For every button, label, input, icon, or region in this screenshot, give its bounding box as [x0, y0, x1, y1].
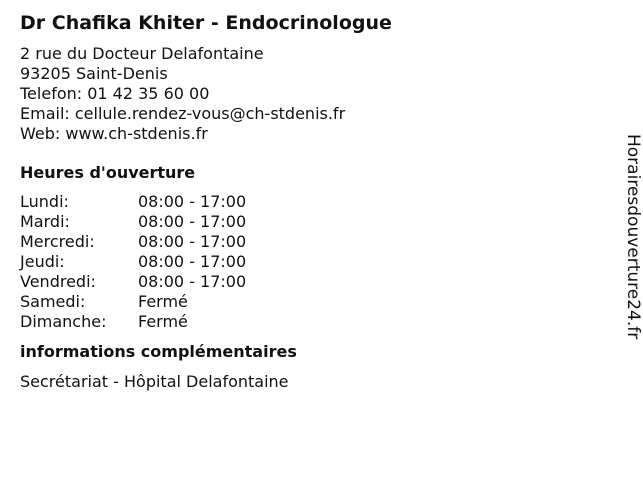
day-label: Mardi:: [20, 212, 70, 231]
hours-row-friday: [20, 272, 600, 292]
time-value: 08:00 - 17:00: [138, 252, 247, 271]
hours-row-tuesday: [20, 212, 600, 232]
hours-row-wednesday: [20, 232, 600, 252]
page-title: Dr Chafika Khiter - Endocrinologue: [20, 12, 392, 34]
address-city: 93205 Saint-Denis: [20, 64, 168, 83]
time-value: Fermé: [138, 312, 188, 331]
day-label: Lundi:: [20, 192, 69, 211]
time-value: Fermé: [138, 292, 188, 311]
hours-row-sunday: [20, 312, 600, 332]
brand-watermark: Horairesdouverture24.fr: [623, 134, 643, 340]
business-card: [20, 10, 600, 392]
address-street: 2 rue du Docteur Delafontaine: [20, 44, 264, 63]
time-value: 08:00 - 17:00: [138, 232, 247, 251]
additional-info-text: Secrétariat - Hôpital Delafontaine: [20, 372, 289, 391]
time-value: 08:00 - 17:00: [138, 192, 247, 211]
opening-hours-heading: Heures d'ouverture: [20, 163, 196, 182]
opening-hours-table: [20, 192, 600, 332]
day-label: Mercredi:: [20, 232, 95, 251]
hours-row-saturday: [20, 292, 600, 312]
website-text: Web: www.ch-stdenis.fr: [20, 124, 208, 143]
time-value: 08:00 - 17:00: [138, 212, 247, 231]
day-label: Samedi:: [20, 292, 86, 311]
day-label: Dimanche:: [20, 312, 107, 331]
day-label: Jeudi:: [20, 252, 65, 271]
hours-row-thursday: [20, 252, 600, 272]
time-value: 08:00 - 17:00: [138, 272, 247, 291]
email-text: Email: cellule.rendez-vous@ch-stdenis.fr: [20, 104, 346, 123]
phone-text: Telefon: 01 42 35 60 00: [20, 84, 210, 103]
hours-row-monday: [20, 192, 600, 212]
additional-info-heading: informations complémentaires: [20, 342, 297, 361]
day-label: Vendredi:: [20, 272, 96, 291]
